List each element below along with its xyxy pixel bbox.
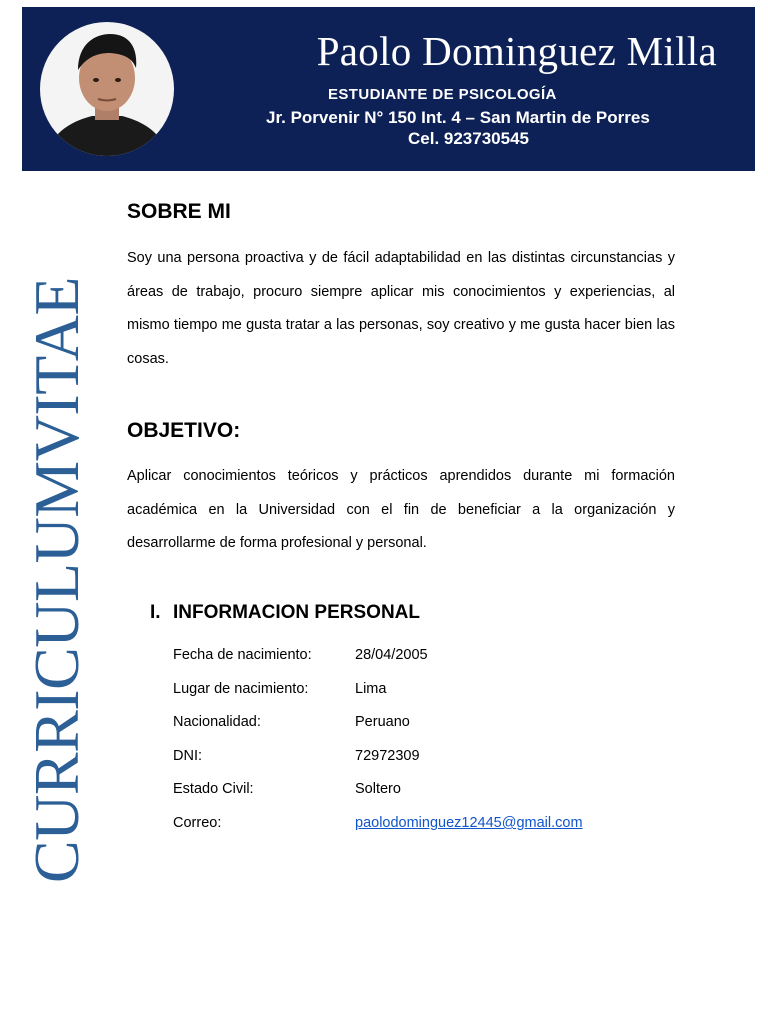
candidate-phone: Cel. 923730545 <box>408 129 529 148</box>
info-row-dni <box>173 744 673 778</box>
info-value: Peruano <box>355 714 410 731</box>
info-value: Lima <box>355 680 387 697</box>
info-row-nationality <box>173 710 673 744</box>
info-label: Lugar de nacimiento: <box>173 680 309 697</box>
section-number: I. <box>150 602 161 623</box>
info-label: Fecha de nacimiento: <box>173 647 312 663</box>
about-heading: SOBRE MI <box>127 200 231 223</box>
candidate-address: Jr. Porvenir N° 150 Int. 4 – San Martin de Porres <box>266 108 650 127</box>
vertical-title <box>21 200 92 960</box>
personal-info-heading <box>150 602 420 624</box>
candidate-name: Paolo Dominguez Milla <box>316 28 717 74</box>
candidate-role: ESTUDIANTE DE PSICOLOGÍA <box>328 86 557 103</box>
info-value: Soltero <box>355 781 401 798</box>
email-link[interactable]: paolodominguez12445@gmail.com <box>355 814 583 831</box>
info-row-birthplace <box>173 677 673 711</box>
info-label: Nacionalidad: <box>173 714 261 731</box>
objective-text: Aplicar conocimientos teóricos y prácticos aprendidos durante mi formación académica en la Universidad con el fin de beneficiar a la organización y desarrollarme de forma profesional y personal. <box>127 468 675 551</box>
personal-info-list <box>173 643 673 845</box>
info-label: Correo: <box>173 814 222 831</box>
objective-heading: OBJETIVO: <box>127 419 241 442</box>
info-label: DNI: <box>173 747 202 764</box>
header-banner <box>22 7 755 171</box>
vertical-title-text: CURRICULUMVITAE <box>21 276 92 884</box>
section-title-text: INFORMACION PERSONAL <box>173 602 420 623</box>
info-row-civil-status <box>173 777 673 811</box>
info-row-email <box>173 811 673 845</box>
about-text: Soy una persona proactiva y de fácil adaptabilidad en las distintas circunstancias y áreas de trabajo, procuro siempre aplicar mis conocimientos y experiencias, al mismo tiempo me gusta tratar a las personas, soy creativo y me gusta hacer bien las cosas. <box>127 250 675 367</box>
info-label: Estado Civil: <box>173 781 254 798</box>
info-value: 28/04/2005 <box>355 647 428 663</box>
info-row-birthdate <box>173 643 673 677</box>
info-value: 72972309 <box>355 747 420 764</box>
